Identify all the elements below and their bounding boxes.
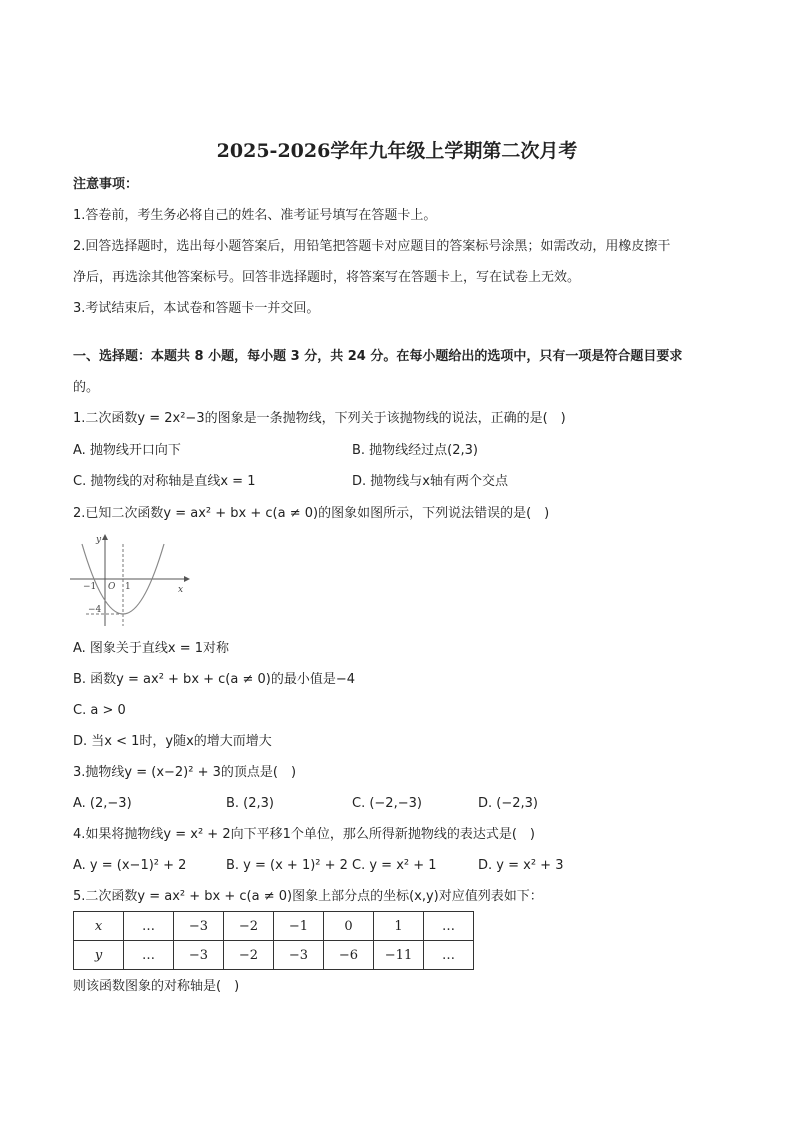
q4-option-c: C. y = x² + 1 bbox=[352, 858, 437, 873]
q3-option-d: D. (−2,3) bbox=[478, 796, 538, 811]
table-cell: −3 bbox=[174, 912, 224, 941]
value-table bbox=[73, 911, 474, 970]
q1-option-d: D. 抛物线与x轴有两个交点 bbox=[352, 474, 508, 489]
table-cell: −6 bbox=[324, 941, 374, 970]
notice-item-2-cont: 净后，再选涂其他答案标号。回答非选择题时，将答案写在答题卡上，写在试卷上无效。 bbox=[73, 270, 581, 285]
table-cell: … bbox=[424, 941, 474, 970]
table-cell: y bbox=[74, 941, 124, 970]
q5-stem: 5.二次函数y = ax² + bx + c(a ≠ 0)图象上部分点的坐标(x,y)对应值列表如下： bbox=[73, 889, 543, 904]
table-cell: −3 bbox=[274, 941, 324, 970]
y-axis-label: y bbox=[96, 535, 102, 545]
q2-stem: 2.已知二次函数y = ax² + bx + c(a ≠ 0)的图象如图所示，下列说法错误的是( ) bbox=[73, 506, 550, 521]
q1-option-a: A. 抛物线开口向下 bbox=[73, 443, 181, 458]
q3-option-c: C. (−2,−3) bbox=[352, 796, 422, 811]
table-row bbox=[74, 941, 474, 970]
notice-item-3: 3.考试结束后，本试卷和答题卡一并交回。 bbox=[73, 301, 320, 316]
table-cell: −3 bbox=[174, 941, 224, 970]
notice-item-2: 2.回答选择题时，选出每小题答案后，用铅笔把答题卡对应题目的答案标号涂黑；如需改动，用橡皮擦干 bbox=[73, 239, 671, 254]
tick-label-neg4: −4 bbox=[88, 605, 102, 615]
table-cell: … bbox=[124, 941, 174, 970]
q5-ask: 则该函数图象的对称轴是( ) bbox=[73, 979, 240, 994]
q1-stem: 1.二次函数y = 2x²−3的图象是一条抛物线，下列关于该抛物线的说法，正确的是( ) bbox=[73, 411, 566, 426]
tick-label-neg1: −1 bbox=[83, 582, 97, 592]
table-cell: −2 bbox=[224, 941, 274, 970]
section-1-heading: 一、选择题：本题共 8 小题，每小题 3 分，共 24 分。在每小题给出的选项中，只有一项是符合题目要求 bbox=[73, 349, 683, 364]
q2-option-c: C. a > 0 bbox=[73, 703, 126, 718]
q3-option-b: B. (2,3) bbox=[226, 796, 275, 811]
table-cell: −11 bbox=[374, 941, 424, 970]
table-cell: … bbox=[424, 912, 474, 941]
origin-label: O bbox=[108, 582, 116, 592]
parabola-graph bbox=[70, 530, 195, 630]
q1-option-b: B. 抛物线经过点(2,3) bbox=[352, 443, 479, 458]
table-cell: x bbox=[74, 912, 124, 941]
q4-stem: 4.如果将抛物线y = x² + 2向下平移1个单位，那么所得新抛物线的表达式是( ) bbox=[73, 827, 536, 842]
table-cell: … bbox=[124, 912, 174, 941]
q2-option-a: A. 图象关于直线x = 1对称 bbox=[73, 641, 230, 656]
section-1-heading-cont: 的。 bbox=[73, 380, 100, 395]
exam-title: 2025-2026学年九年级上学期第二次月考 bbox=[216, 140, 578, 162]
table-row bbox=[74, 912, 474, 941]
q1-option-c: C. 抛物线的对称轴是直线x = 1 bbox=[73, 474, 256, 489]
q3-stem: 3.抛物线y = (x−2)² + 3的顶点是( ) bbox=[73, 765, 297, 780]
table-cell: 1 bbox=[374, 912, 424, 941]
x-axis-arrow bbox=[184, 576, 190, 582]
q2-option-b: B. 函数y = ax² + bx + c(a ≠ 0)的最小值是−4 bbox=[73, 672, 356, 687]
table-cell: 0 bbox=[324, 912, 374, 941]
q4-option-b: B. y = (x + 1)² + 2 bbox=[226, 858, 348, 873]
q4-option-d: D. y = x² + 3 bbox=[478, 858, 564, 873]
notice-heading: 注意事项： bbox=[73, 177, 139, 192]
table-cell: −1 bbox=[274, 912, 324, 941]
tick-label-1: 1 bbox=[125, 582, 131, 592]
table-cell: −2 bbox=[224, 912, 274, 941]
q4-option-a: A. y = (x−1)² + 2 bbox=[73, 858, 187, 873]
y-axis-arrow bbox=[102, 534, 108, 540]
q3-option-a: A. (2,−3) bbox=[73, 796, 132, 811]
notice-item-1: 1.答卷前，考生务必将自己的姓名、准考证号填写在答题卡上。 bbox=[73, 208, 437, 223]
x-axis-label: x bbox=[178, 585, 184, 595]
q2-option-d: D. 当x < 1时，y随x的增大而增大 bbox=[73, 734, 272, 749]
